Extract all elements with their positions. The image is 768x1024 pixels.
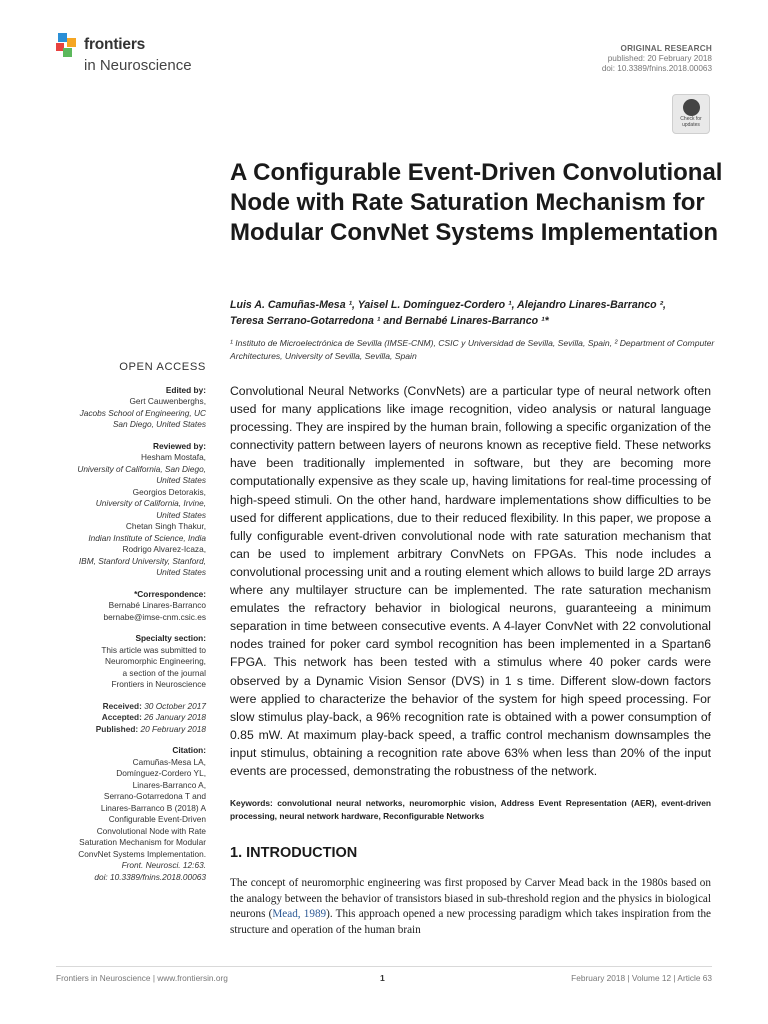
keywords-text: convolutional neural networks, neuromorphic vision, Address Event Representation (AER), event-driven processing, neural network hardware, Reconfigurable Networks	[230, 798, 712, 821]
accepted-date: 26 January 2018	[144, 712, 206, 722]
editor-line: San Diego, United States	[112, 419, 206, 429]
keywords-label: Keywords:	[230, 798, 273, 808]
intro-text-before: The concept of neuromorphic engineering was first proposed by Carver Mead back in the 1980s based on the analogy between the behavior of transistors biased in sub-threshold region and the physics in biological neurons (	[230, 877, 711, 921]
reviewer-line: Georgios Detorakis,	[132, 486, 206, 497]
accepted-row	[56, 712, 206, 724]
citation-section	[56, 745, 206, 883]
abstract: Convolutional Neural Networks (ConvNets) are a particular type of neural network often used for many applications like image recognition, video analysis or natural language processing. They are inspired by the human brain, following a specific organization of the connectivity pattern between layers of neurons known as receptive field. These networks have been traditionally implemented in software, but they are becoming more computationally expensive as they scale up, having limitations for real-time processing of high-speed stimuli. On the other hand, hardware implementations show difficulties to be used for different applications, due to their reduced flexibility. In this paper, we propose a fully configurable event-driven convolutional node with rate saturation mechanism that can be used to implement arbitrary ConvNets on FPGAs. This node includes a convolutional processing unit and a routing element which allows to build large 2D arrays where any multilayer structure can be implemented. The rate saturation mechanism emulates the refractory behavior in biological neurons, guaranteeing a minimum separation in time between consecutive events. A 4-layer ConvNet with 22 convolutional nodes trained for poker card symbol recognition has been implemented in a Spartan6 FPGA. This network has been tested with a stimulus where 40 poker cards were observed by a Dynamic Vision Sensor (DVS) in 1 s time. Different slow-down factors were applied to characterize the behavior of the system for high speed processing. For slow stimulus play-back, a 96% recognition rate is obtained with a power consumption of 0.85 mW. At maximum play-back speed, a traffic control mechanism downsamples the input stimulus, obtaining a recognition rate above 63% when less than 20% of the input events are processed, demonstrating the robustness of the network.	[230, 384, 711, 778]
check-for-updates-badge[interactable]	[672, 94, 710, 134]
citation-line: Linares-Barranco B (2018) A	[100, 802, 206, 813]
correspondence-label: *Correspondence:	[134, 588, 206, 599]
citation-line: Serrano-Gotarredona T and	[103, 791, 206, 801]
reviewer-line: Chetan Singh Thakur,	[125, 521, 206, 531]
check-badge-line1: Check for	[680, 116, 702, 122]
reviewer-line: Rodrigo Alvarez-Icaza,	[122, 544, 206, 554]
accepted-label: Accepted:	[101, 712, 142, 722]
open-access-label: OPEN ACCESS	[119, 361, 206, 373]
received-label: Received:	[102, 700, 142, 711]
author-list	[230, 297, 730, 329]
received-row	[56, 701, 206, 713]
correspondence-email[interactable]: bernabe@imse-cnm.csic.es	[103, 611, 206, 622]
affiliations: ¹ Instituto de Microelectrónica de Sevilla (IMSE-CNM), CSIC y Universidad de Sevilla, Sevilla, Spain, ² Department of Computer Architectures, University of Sevilla, Sevilla, Spain	[230, 338, 715, 361]
introduction-paragraph	[230, 876, 711, 938]
specialty-label: Specialty section:	[135, 633, 206, 643]
reviewed-by-section	[56, 441, 206, 579]
citation-line: Front. Neurosci. 12:63.	[121, 860, 206, 870]
check-updates-icon	[683, 99, 700, 116]
reviewed-by-label: Reviewed by:	[152, 440, 206, 451]
published-label: Published:	[95, 723, 139, 734]
citation-line: Saturation Mechanism for Modular	[79, 837, 206, 847]
specialty-line: Frontiers in Neuroscience	[111, 679, 206, 689]
published-date-sidebar: 20 February 2018	[140, 723, 206, 734]
section-heading-introduction: 1. INTRODUCTION	[230, 845, 358, 861]
citation-line: Domínguez-Cordero YL,	[116, 768, 206, 778]
citation-link[interactable]: Mead, 1989	[272, 908, 327, 921]
specialty-line: a section of the journal	[122, 667, 206, 678]
specialty-line: Neuromorphic Engineering,	[104, 656, 206, 666]
reviewer-line: Hesham Mostafa,	[140, 452, 206, 462]
article-type: ORIGINAL RESEARCH	[620, 44, 712, 53]
article-doi[interactable]: doi: 10.3389/fnins.2018.00063	[601, 64, 712, 73]
footer-divider	[56, 966, 712, 967]
authors-line-1: Luis A. Camuñas-Mesa ¹, Yaisel L. Domínguez-Cordero ¹, Alejandro Linares-Barranco ²,	[230, 299, 666, 311]
specialty-section	[56, 633, 206, 691]
reviewer-line: Indian Institute of Science, India	[88, 532, 206, 543]
journal-subname: in Neuroscience	[84, 57, 192, 74]
reviewer-line: IBM, Stanford University, Stanford,	[78, 555, 206, 566]
journal-name: frontiers	[84, 36, 146, 53]
journal-logo[interactable]	[56, 33, 226, 81]
citation-line: ConvNet Systems Implementation.	[78, 848, 206, 859]
specialty-line: This article was submitted to	[101, 644, 206, 655]
footer-journal-site[interactable]: Frontiers in Neuroscience | www.frontiersin.org	[56, 973, 228, 983]
footer-issue-info: February 2018 | Volume 12 | Article 63	[571, 973, 712, 983]
article-title: A Configurable Event-Driven Convolutional Node with Rate Saturation Mechanism for Modular ConvNet Systems Implementation	[230, 159, 723, 246]
reviewer-line: United States	[156, 509, 206, 520]
reviewer-line: United States	[156, 567, 206, 577]
published-row	[56, 724, 206, 736]
authors-line-2: Teresa Serrano-Gotarredona ¹ and Bernabé Linares-Barranco ¹*	[230, 315, 549, 327]
editor-line: Gert Cauwenberghs,	[129, 396, 206, 406]
article-meta	[602, 44, 712, 74]
edited-by-section	[56, 385, 206, 431]
reviewer-line: University of California, San Diego,	[77, 463, 206, 474]
dates-section	[56, 701, 206, 736]
correspondence-name: Bernabé Linares-Barranco	[108, 600, 206, 610]
frontiers-logo-icon	[56, 33, 80, 57]
received-date: 30 October 2017	[144, 700, 206, 711]
editor-line: Jacobs School of Engineering, UC	[79, 407, 206, 418]
correspondence-section	[56, 589, 206, 624]
check-badge-line2: updates	[682, 121, 700, 128]
keywords	[230, 797, 711, 822]
citation-line: Linares-Barranco A,	[132, 779, 206, 790]
intro-text-after: ). This approach opened a new processing paradigm which takes inspiration from the structure and operation of the human brain	[230, 908, 711, 936]
sidebar	[56, 362, 206, 893]
edited-by-label: Edited by:	[165, 384, 206, 395]
citation-doi[interactable]: doi: 10.3389/fnins.2018.00063	[94, 871, 206, 882]
reviewer-line: United States	[156, 475, 206, 485]
citation-line: Convolutional Node with Rate	[96, 825, 206, 836]
page-number: 1	[380, 973, 385, 983]
published-date: published: 20 February 2018	[607, 54, 712, 63]
reviewer-line: University of California, Irvine,	[95, 498, 206, 508]
citation-line: Configurable Event-Driven	[108, 814, 206, 824]
citation-line: Camuñas-Mesa LA,	[132, 756, 206, 767]
citation-label: Citation:	[172, 745, 206, 755]
